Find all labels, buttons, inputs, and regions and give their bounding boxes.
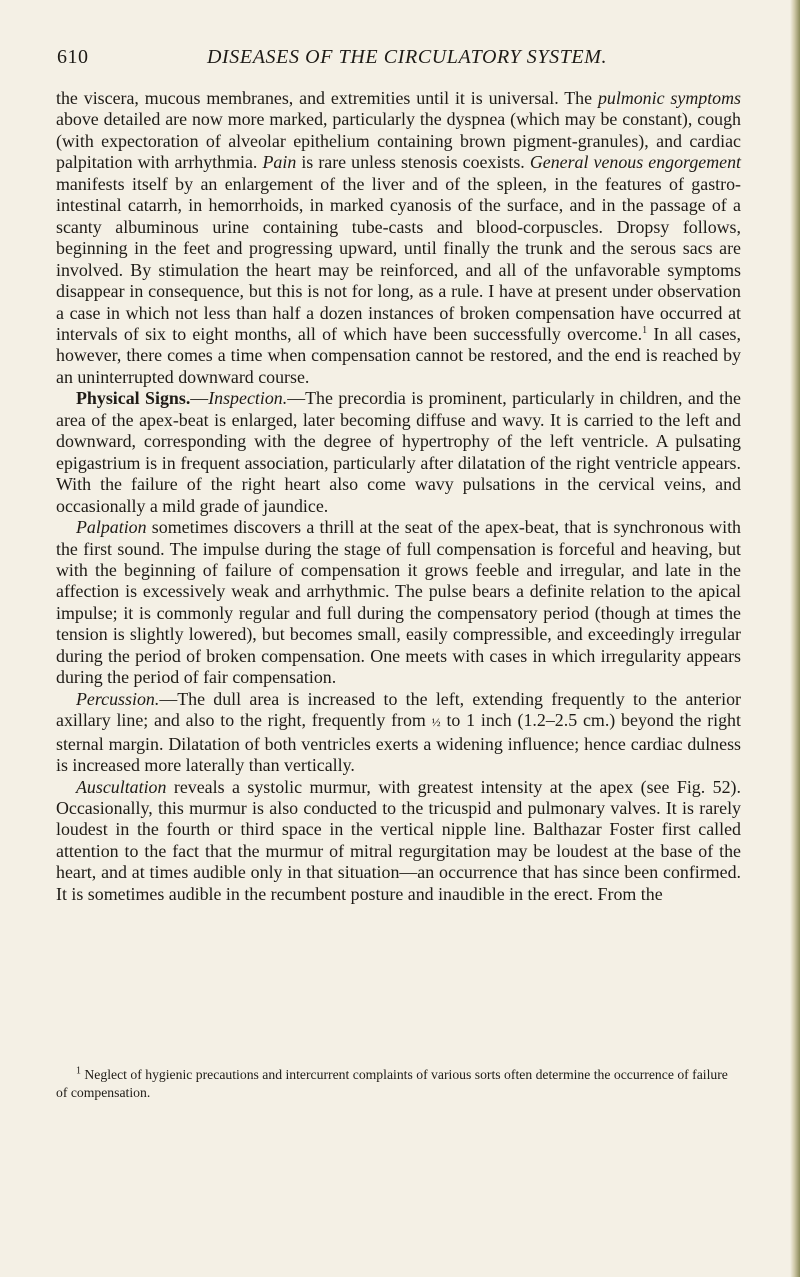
text-span: —The dull area is increased to the left, extending frequently to the anterior axillary line; and also to the right, frequently from (56, 688, 741, 731)
paragraph-physical-signs (56, 388, 741, 517)
italic-term-venous-engorgement: General venous engorgement (529, 152, 742, 173)
text-span: In all cases, however, there comes a time when compensation cannot be restored, and the end is reached by an uninterrupted downward course. (56, 323, 741, 387)
paragraph-palpation (56, 517, 741, 689)
italic-term-pain: Pain (262, 152, 297, 173)
text-span: is rare unless stenosis coexists. (296, 152, 530, 173)
text-span: above detailed are now more marked, particularly the dyspnea (which may be constant), cough (with expectoration of alveolar epithelium containing brown pigment-granules), and cardiac palpitation with arrhythmia. (56, 109, 741, 173)
paragraph-auscultation (56, 777, 741, 906)
page-edge (790, 0, 800, 1277)
text-span: reveals a systolic murmur, with greatest intensity at the apex (see Fig. 52). Occasionally, this murmur is also conducted to the tricuspid and pulmonary valves. It is rarely loudest in the fourth or third space in the vertical nipple line. Balthazar Foster first called attention to the fact that the murmur of mitral regurgitation may be loudest at the base of the heart, and at times audible only in that situation—an occurrence that has since been confirmed. It is sometimes audible in the recumbent posture and inaudible in the erect. From the (56, 776, 741, 904)
footnote-mark: 1 (76, 1065, 81, 1077)
text-span: —The precordia is prominent, particularly in children, and the area of the apex-beat is enlarged, later becoming diffuse and wavy. It is carried to the left and downward, corresponding with the degree of hypertrophy of the left ventricle. A pulsating epigastrium is in frequent association, particularly after dilatation of the right ventricle appears. With the failure of the right heart also come wavy pulsations in the cervical veins, and occasionally a mild grade of jaundice. (56, 388, 741, 516)
fraction-half: ½ (431, 715, 441, 730)
footnote-text (56, 1066, 741, 1102)
subheading-palpation: Palpation (76, 517, 147, 538)
text-span: — (190, 388, 209, 409)
text-span: sometimes discovers a thrill at the seat of the apex-beat, that is synchronous with the first sound. The impulse during the stage of full compensation is forceful and heaving, but with the beginning of failure of compensation it grows feeble and irregular, and late in the affection is excessively weak and arrhythmic. The pulse bears a definite relation to the apical impulse; it is commonly regular and full during the compensatory period (though at times the tension is slightly lowered), but becomes small, easily compressible, and exceedingly irregular during the period of broken compensation. One meets with cases in which irregularity appears during the period of fair compensation. (56, 517, 741, 688)
body-text (56, 88, 741, 905)
running-head: DISEASES OF THE CIRCULATORY SYSTEM. (207, 46, 608, 68)
italic-term-pulmonic-symptoms: pulmonic symptoms (597, 88, 741, 108)
footnote-reference[interactable]: 1 (642, 325, 648, 337)
paragraph-percussion (56, 689, 741, 777)
footnote-body: Neglect of hygienic precautions and intercurrent complaints of various sorts often determine the occurrence of failure of compensation. (56, 1067, 728, 1100)
section-heading-physical-signs: Physical Signs. (76, 388, 191, 409)
paragraph-continuation (56, 88, 741, 388)
text-span: manifests itself by an enlargement of the liver and of the spleen, in the features of gastro-intestinal catarrh, in hemorrhoids, in marked cyanosis of the surface, and in the passage of a scanty albuminous urine containing tube-casts and blood-corpuscles. Dropsy follows, beginning in the feet and progressing upward, until finally the trunk and the serous sacs are involved. By stimulation the heart may be reinforced, and all of the unfavorable symptoms disappear in consequence, but this is not for long, as a rule. I have at present under observation a case in which not less than half a dozen instances of broken compensation have occurred at intervals of six to eight months, all of which have been successfully overcome. (56, 173, 741, 344)
text-span: to 1 inch (1.2–2.5 cm.) beyond the right sternal margin. Dilatation of both ventricles exerts a widening influence; hence cardiac dulness is increased more laterally than vertically. (56, 710, 741, 776)
page-number: 610 (57, 46, 89, 68)
page-header (57, 46, 740, 74)
footnote (56, 1066, 741, 1102)
subheading-percussion: Percussion. (76, 688, 160, 709)
subheading-inspection: Inspection. (208, 388, 288, 409)
subheading-auscultation: Auscultation (76, 776, 167, 797)
text-span: the viscera, mucous membranes, and extremities until it is universal. The (56, 88, 598, 108)
